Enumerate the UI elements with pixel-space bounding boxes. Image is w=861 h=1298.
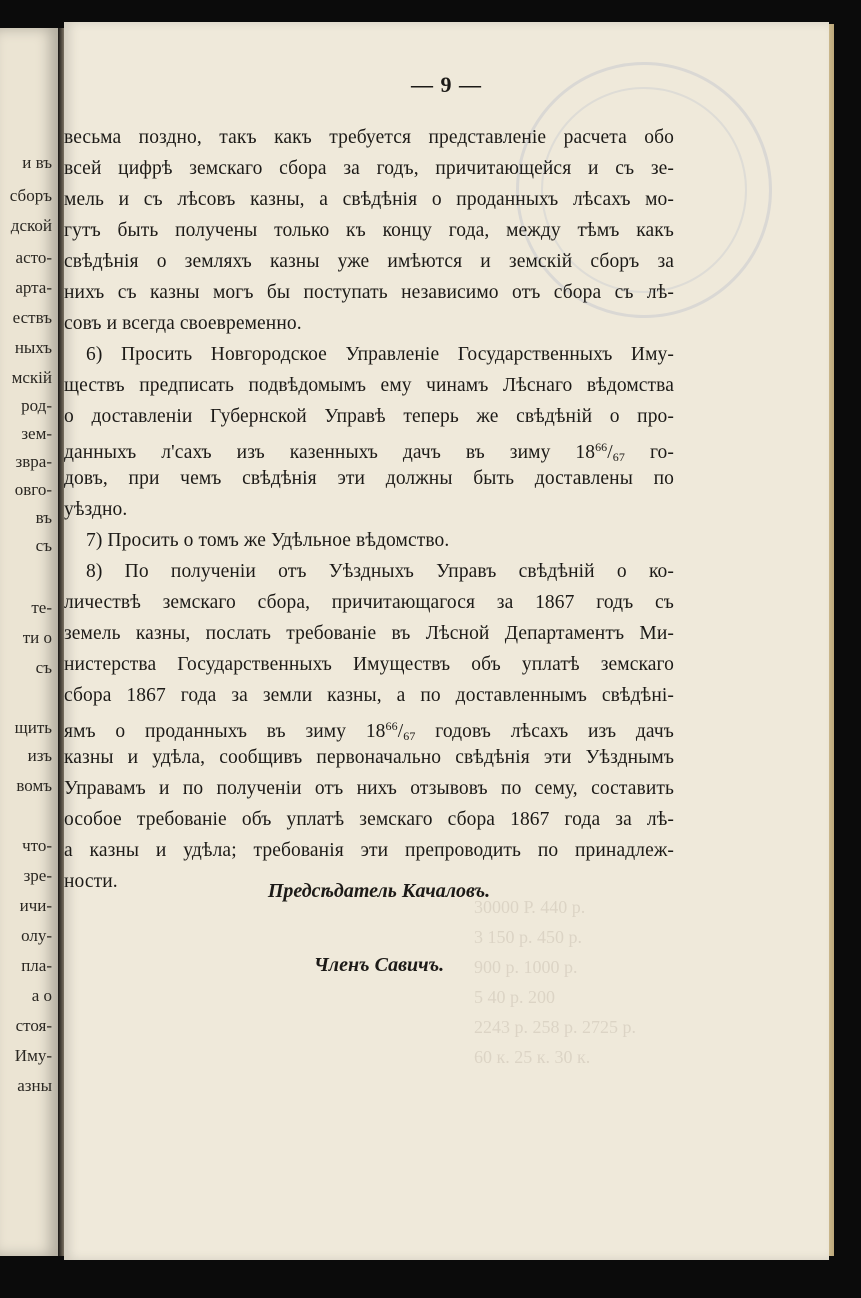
- member-signature: Членъ Савичъ.: [313, 954, 445, 976]
- text-fragment: данныхъ л'сахъ изъ казенныхъ дачъ въ зиму: [64, 442, 551, 463]
- left-page-fragment: арта-: [15, 278, 52, 297]
- text-line: свѣдѣнія о земляхъ казны уже имѣются и земскій сборъ за: [64, 251, 674, 272]
- paragraph-6-start: 6) Просить Новгородское Управленіе Государственныхъ Иму-: [86, 344, 674, 365]
- text-line: нихъ съ казны могъ бы поступать независимо отъ сбора съ лѣ-: [64, 282, 674, 303]
- text-line: весьма поздно, такъ какъ требуется представленіе расчета обо: [64, 127, 674, 148]
- left-page-fragment: род-: [21, 396, 52, 415]
- left-page-fragment: а о: [31, 986, 52, 1005]
- paragraph-8-start: 8) По полученіи отъ Уѣздныхъ Управъ свѣдѣній о ко-: [86, 561, 674, 582]
- text-line-with-fraction: [64, 711, 674, 742]
- bleed-through-text: [474, 892, 734, 1092]
- left-page-fragment: олу-: [21, 926, 52, 945]
- left-page-fragment: сборъ: [9, 186, 52, 205]
- left-page-fragment: овго-: [14, 480, 52, 499]
- text-line: о доставленіи Губернской Управѣ теперь же свѣдѣній о про-: [64, 406, 674, 427]
- fraction-sup: 66: [595, 440, 608, 454]
- left-page-fragment: азны: [17, 1076, 52, 1095]
- text-line: Управамъ и по полученіи отъ нихъ отзывовъ по сему, составить: [64, 778, 674, 799]
- text-line: сбора 1867 года за земли казны, а по доставленнымъ свѣдѣні-: [64, 685, 674, 706]
- text-line: гутъ быть получены только къ концу года, между тѣмъ какъ: [64, 220, 674, 241]
- bleed-line: 30000 Р. 440 р.: [474, 897, 586, 917]
- text-line: уѣздно.: [64, 499, 128, 520]
- left-page-fragment: пла-: [21, 956, 52, 975]
- left-page-fragment: звра-: [15, 452, 52, 471]
- left-page-fragment: что-: [22, 836, 52, 855]
- page-number: — 9 —: [411, 72, 482, 97]
- text-line: мель и съ лѣсовъ казны, а свѣдѣнія о проданныхъ лѣсахъ мо-: [64, 189, 674, 210]
- text-line: нистерства Государственныхъ Имуществъ объ уплатѣ земскаго: [64, 654, 674, 675]
- bleed-line: 3 150 р. 450 р.: [474, 927, 582, 947]
- fraction-sup: 66: [385, 719, 398, 733]
- text-line: особое требованіе объ уплатѣ земскаго сбора 1867 года за лѣ-: [64, 809, 674, 830]
- left-page-fragment: ти о: [22, 628, 52, 647]
- fraction-whole: 18: [575, 442, 596, 463]
- bleed-line: 900 р. 1000 р.: [474, 957, 578, 977]
- left-page-fragment: стоя-: [15, 1016, 52, 1035]
- left-page-fragment: Иму-: [14, 1046, 52, 1065]
- left-page-fragment: изъ: [27, 746, 52, 765]
- text-line-with-fraction: [64, 432, 674, 463]
- left-page-fragment: съ: [35, 536, 52, 555]
- text-line: казны и удѣла, сообщивъ первоначально свѣдѣнія эти Уѣзднымъ: [64, 747, 674, 768]
- fraction-years: $18^{66}/_{67}$: [365, 719, 416, 743]
- left-page-fragment: асто-: [15, 248, 52, 267]
- text-line: личествѣ земскаго сбора, причитающагося за 1867 годъ съ: [64, 592, 674, 613]
- left-page-fragment: мскій: [11, 368, 52, 387]
- left-page-fragment: въ: [35, 508, 52, 527]
- fraction-whole: 18: [365, 721, 386, 742]
- bleed-line: 2243 р. 258 р. 2725 р.: [474, 1017, 636, 1037]
- text-line: довъ, при чемъ свѣдѣнія эти должны быть доставлены по: [64, 468, 674, 489]
- text-fragment: ямъ о проданныхъ въ зиму: [64, 721, 347, 742]
- text-line: совъ и всегда своевременно.: [64, 313, 302, 334]
- bleed-line: 60 к. 25 к. 30 к.: [474, 1047, 591, 1067]
- left-page-fragment: щить: [14, 718, 52, 737]
- text-line: земель казны, послать требованіе въ Лѣсной Департаментъ Ми-: [64, 623, 674, 644]
- left-page-fragment: вомъ: [16, 776, 52, 795]
- right-page: [64, 22, 829, 1260]
- text-line: ществъ предписать подвѣдомымъ ему чинамъ Лѣснаго вѣдомства: [64, 375, 674, 396]
- text-line: всей цифрѣ земскаго сбора за годъ, причитающейся и съ зе-: [64, 158, 674, 179]
- left-page-fragment: зем-: [21, 424, 52, 443]
- fraction-sub: 67: [403, 729, 416, 743]
- left-page: [0, 28, 58, 1256]
- main-text: [64, 122, 674, 897]
- left-page-fragment: ныхъ: [14, 338, 52, 357]
- text-line: ности.: [64, 871, 118, 892]
- text-fragment: го-: [649, 442, 674, 463]
- text-fragment: годовъ лѣсахъ изъ дачъ: [435, 721, 674, 742]
- left-page-fragment: ествъ: [12, 308, 52, 327]
- chairman-signature: Предсѣдатель Качаловъ.: [267, 880, 491, 902]
- fraction-sub: 67: [612, 450, 625, 464]
- left-page-fragment: съ: [35, 658, 52, 677]
- left-page-fragment: и въ: [22, 153, 52, 172]
- left-page-fragment: ичи-: [19, 896, 52, 915]
- left-page-fragment: дской: [10, 216, 52, 235]
- left-page-fragment: зре-: [23, 866, 52, 885]
- left-page-fragment: те-: [31, 598, 52, 617]
- paragraph-7: 7) Просить о томъ же Удѣльное вѣдомство.: [86, 530, 450, 551]
- bleed-line: 5 40 р. 200: [474, 987, 555, 1007]
- fraction-years: $18^{66}/_{67}$: [575, 440, 625, 464]
- text-line: а казны и удѣла; требованія эти препроводить по принадлеж-: [64, 840, 674, 861]
